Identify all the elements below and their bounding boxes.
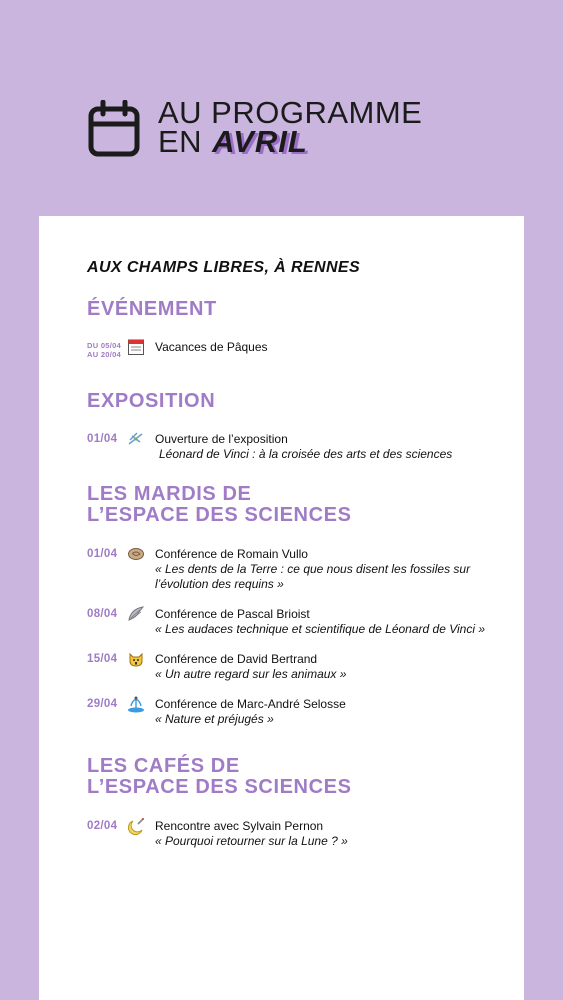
event-detail: « Les dents de la Terre : ce que nous disent les fossiles sur xyxy=(155,562,471,576)
event-text xyxy=(155,547,470,592)
list-item xyxy=(87,547,470,592)
list-item xyxy=(87,819,348,849)
event-date: 01/04 xyxy=(87,548,118,560)
title-month: AVRIL xyxy=(212,124,308,159)
event-text xyxy=(155,697,346,727)
calendar-page-icon xyxy=(125,337,147,357)
title-line-1: AU PROGRAMME xyxy=(158,95,423,130)
event-date: 01/04 xyxy=(87,433,118,445)
list-item xyxy=(87,432,452,462)
section-title-cafes: LES CAFÉS DE L’ESPACE DES SCIENCES xyxy=(87,755,352,798)
list-item xyxy=(87,697,346,727)
program-card xyxy=(39,216,524,1000)
calendar-icon xyxy=(88,100,140,158)
event-label: Conférence de Marc-André Selosse xyxy=(155,697,346,711)
section-title-exposition: EXPOSITION xyxy=(87,390,216,412)
event-date xyxy=(87,341,125,359)
date-start: DU 05/04 xyxy=(87,341,122,350)
event-detail: « Un autre regard sur les animaux » xyxy=(155,667,347,681)
event-label: Conférence de Pascal Brioist xyxy=(155,607,310,621)
list-item xyxy=(87,607,485,637)
event-detail: « Les audaces technique et scientifique de Léonard de Vinci » xyxy=(155,622,486,636)
event-label: Ouverture de l’exposition xyxy=(155,432,288,446)
event-text xyxy=(155,432,452,462)
section-title-mardis: LES MARDIS DE L’ESPACE DES SCIENCES xyxy=(87,483,352,526)
date-end: AU 20/04 xyxy=(87,350,122,359)
fossil-icon xyxy=(125,544,147,564)
title-prefix: EN xyxy=(158,124,203,159)
wing-icon xyxy=(125,604,147,624)
moon-rocket-icon xyxy=(125,816,147,836)
flying-machine-icon xyxy=(125,429,147,449)
event-date: 02/04 xyxy=(87,820,118,832)
cat-face-icon xyxy=(125,649,147,669)
event-text xyxy=(155,607,485,637)
event-label: Rencontre avec Sylvain Pernon xyxy=(155,819,324,833)
event-detail: Léonard de Vinci : à la croisée des arts et des sciences xyxy=(159,447,453,461)
event-text xyxy=(155,340,268,355)
event-date: 15/04 xyxy=(87,653,118,665)
title-line-2 xyxy=(158,124,422,159)
event-text xyxy=(155,819,348,849)
page-header xyxy=(88,95,423,159)
event-date: 08/04 xyxy=(87,608,118,620)
event-label: Vacances de Pâques xyxy=(155,340,268,354)
event-detail-continued: l’évolution des requins » xyxy=(155,577,284,591)
event-detail: « Nature et préjugés » xyxy=(155,712,274,726)
event-text xyxy=(155,652,346,682)
event-label: Conférence de David Bertrand xyxy=(155,652,318,666)
event-detail: « Pourquoi retourner sur la Lune ? » xyxy=(155,834,348,848)
event-label: Conférence de Romain Vullo xyxy=(155,547,308,561)
fountain-icon xyxy=(125,694,147,714)
page-title xyxy=(158,95,423,159)
list-item xyxy=(87,652,346,682)
list-item xyxy=(87,340,268,359)
location-subtitle: AUX CHAMPS LIBRES, À RENNES xyxy=(87,259,361,276)
section-title-evenement: ÉVÉNEMENT xyxy=(87,298,217,320)
event-date: 29/04 xyxy=(87,698,118,710)
